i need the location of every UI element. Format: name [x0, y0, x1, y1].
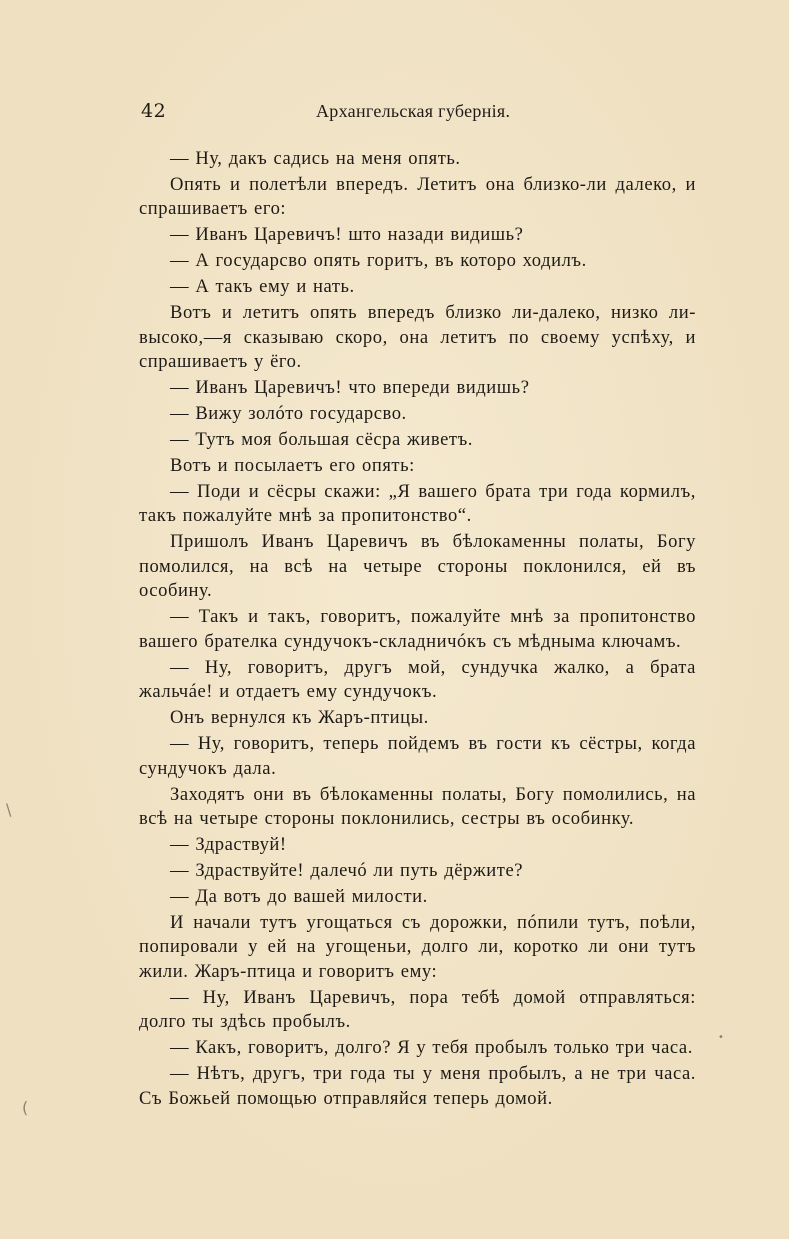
margin-mark: \: [6, 800, 12, 819]
paragraph: — Ну, дакъ садись на меня опять.: [170, 148, 461, 169]
paragraph: — Какъ, говоритъ, долго? Я у тебя пробылъ только три часа.: [170, 1037, 693, 1059]
paragraph: — Ну, говоритъ, теперь пойдемъ въ гости къ сёстры, когда сундучокъ дала.: [139, 733, 696, 779]
paragraph: Вотъ и посылаетъ его опять:: [170, 454, 415, 476]
paragraph: И начали тутъ угощаться съ дорожки, пóпили тутъ, поѣли, попировали у ей на угощеньи, долго ли, коротко ли они тутъ жили. Жаръ-птица и говоритъ ему:: [139, 911, 696, 982]
paragraph: Онъ вернулся къ Жаръ-птицы.: [170, 707, 429, 729]
paragraph: — Вижу золóто государсво.: [170, 403, 407, 425]
paragraph: — Здраствуйте! далечó ли путь дёржите?: [170, 859, 524, 881]
paragraph: — Такъ и такъ, говоритъ, пожалуйте мнѣ за пропитонство вашего брателка сундучокъ-складничóкъ съ мѣдныма ключамъ.: [139, 606, 696, 652]
paragraph: — Ну, говоритъ, другъ мой, сундучка жалко, а брата жальчáе! и отдаетъ ему сундучокъ.: [139, 656, 696, 703]
paragraph: Опять и полетѣли впередъ. Летитъ она близко-ли далеко, и спрашиваетъ его:: [139, 173, 696, 220]
paragraph: Заходятъ они въ бѣлокаменны полаты, Богу помолились, на всѣ на четыре стороны поклонились, сестры въ особинку.: [139, 783, 696, 830]
running-title: Архангельская губернія.: [316, 101, 511, 121]
paragraph: — А государсво опять горитъ, въ которо ходилъ.: [170, 250, 587, 272]
paragraph: — Ну, Иванъ Царевичъ, пора тебѣ домой отправляться: долго ты здѣсь пробылъ.: [139, 986, 696, 1033]
margin-mark: (: [22, 1098, 29, 1117]
paragraph: — А такъ ему и нать.: [170, 276, 355, 298]
page-header: [141, 100, 696, 126]
paragraph: — Да вотъ до вашей милости.: [170, 885, 428, 907]
page-number: 42: [141, 100, 167, 122]
body-text: [139, 147, 696, 1111]
paragraph: — Поди и сёсры скажи: „Я вашего брата три года кормилъ, такъ пожалуйте мнѣ за пропитонство“.: [139, 480, 696, 527]
paragraph: — Иванъ Царевичъ! что впереди видишь?: [170, 377, 530, 399]
paragraph: Вотъ и летитъ опять впередъ близко ли-далеко, низко ли-высоко,—я сказываю скоро, она летитъ по своему успѣху, и спрашиваетъ у ёго.: [139, 302, 696, 373]
paragraph: — Иванъ Царевичъ! што назади видишь?: [170, 224, 524, 246]
paragraph: — Тутъ моя большая сёсра живетъ.: [170, 428, 473, 450]
paragraph: Пришолъ Иванъ Царевичъ въ бѣлокаменны полаты, Богу помолился, на всѣ на четыре стороны поклонился, ей въ особину.: [139, 531, 696, 602]
paragraph: — Нѣтъ, другъ, три года ты у меня пробылъ, а не три часа. Съ Божьей помощью отправляйся теперь домой.: [139, 1063, 696, 1109]
margin-dot: •: [718, 1032, 724, 1043]
paragraph: — Здраствуй!: [170, 834, 287, 856]
